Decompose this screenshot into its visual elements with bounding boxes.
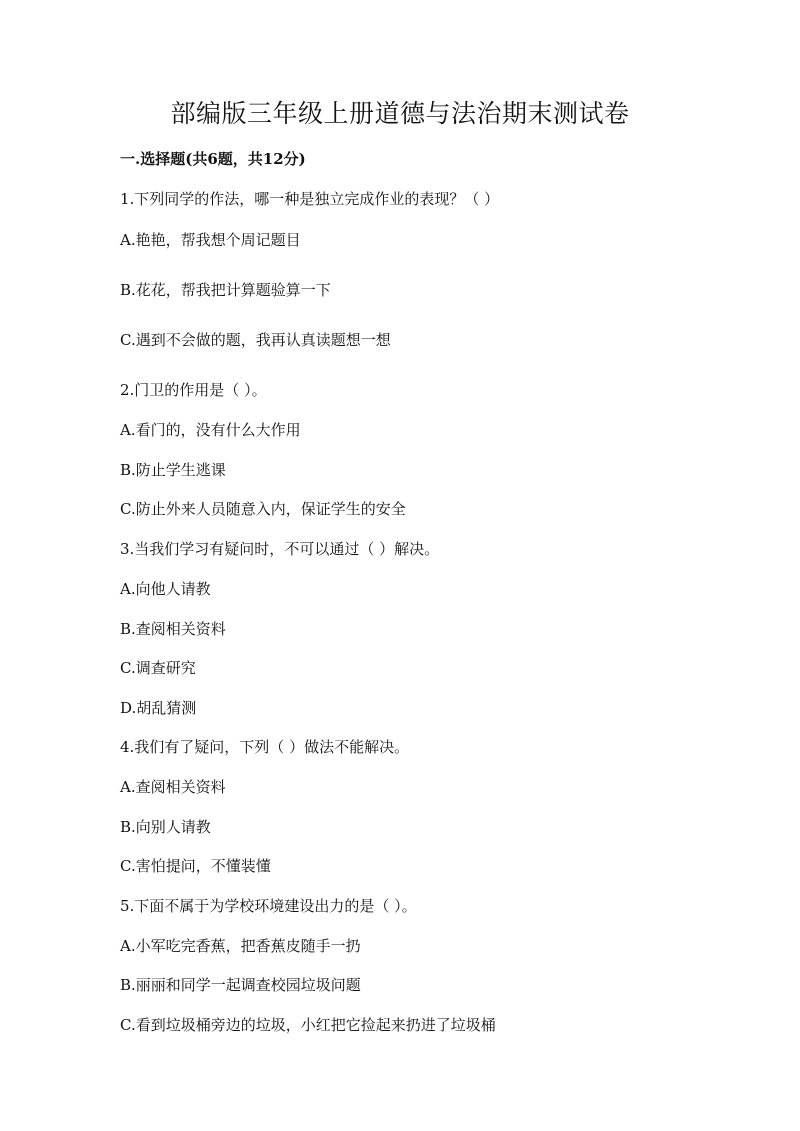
question-4-option-b: B.向别人请教 — [120, 818, 211, 836]
question-4-option-c: C.害怕提问，不懂装懂 — [120, 857, 271, 875]
question-2-option-c: C.防止外来人员随意入内，保证学生的安全 — [120, 500, 406, 518]
question-1-option-c: C.遇到不会做的题，我再认真读题想一想 — [120, 331, 391, 349]
question-5-stem: 5.下面不属于为学校环境建设出力的是（ ）。 — [120, 897, 417, 915]
page-title: 部编版三年级上册道德与法治期末测试卷 — [170, 99, 630, 128]
question-4-stem: 4.我们有了疑问，下列（ ）做法不能解决。 — [120, 738, 410, 756]
question-4-option-a: A.查阅相关资料 — [120, 778, 226, 796]
question-3-option-a: A.向他人请教 — [120, 580, 211, 598]
question-3-option-c: C.调查研究 — [120, 659, 196, 677]
question-1-option-a: A.艳艳，帮我想个周记题目 — [120, 231, 301, 249]
question-5-option-a: A.小军吃完香蕉，把香蕉皮随手一扔 — [120, 937, 361, 955]
question-1-option-b: B.花花，帮我把计算题验算一下 — [120, 281, 331, 299]
question-1-stem: 1.下列同学的作法，哪一种是独立完成作业的表现？（ ） — [120, 190, 500, 208]
question-2-option-a: A.看门的，没有什么大作用 — [120, 421, 301, 439]
question-3-stem: 3.当我们学习有疑问时，不可以通过（ ）解决。 — [120, 540, 440, 558]
question-5-option-b: B.丽丽和同学一起调查校园垃圾问题 — [120, 976, 361, 994]
question-2-stem: 2.门卫的作用是（ ）。 — [120, 381, 267, 399]
question-2-option-b: B.防止学生逃课 — [120, 461, 226, 479]
question-3-option-b: B.查阅相关资料 — [120, 620, 226, 638]
question-3-option-d: D.胡乱猜测 — [120, 699, 197, 717]
section-heading: 一.选择题(共6题，共12分) — [120, 150, 306, 168]
question-5-option-c: C.看到垃圾桶旁边的垃圾，小红把它捡起来扔进了垃圾桶 — [120, 1016, 496, 1034]
